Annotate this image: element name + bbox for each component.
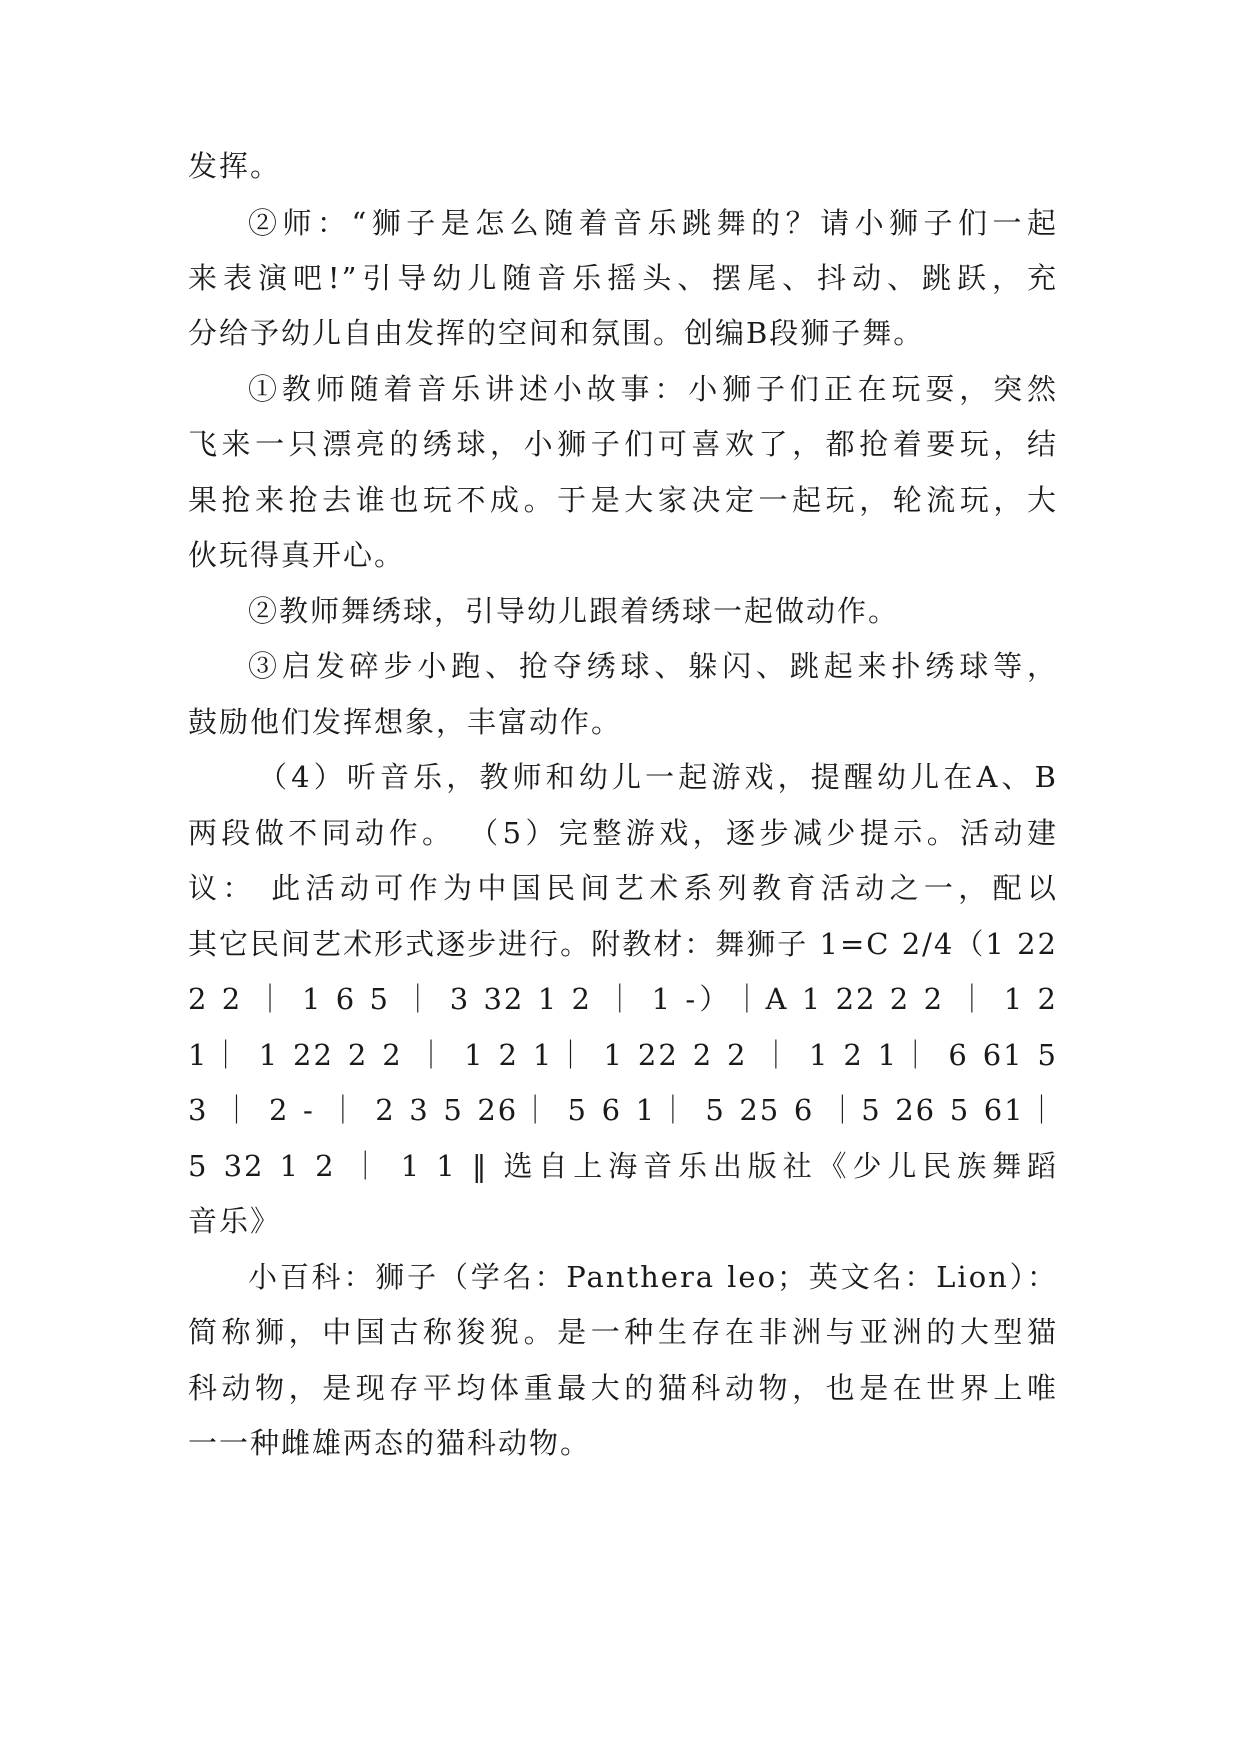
text-line: ①教师随着音乐讲述小故事：小狮子们正在玩耍，突然 bbox=[248, 372, 1058, 406]
text-line: 2 2 ｜ 1 6 5 ｜ 3 32 1 2 ｜ 1 -）｜A 1 22 2 2 ｜ 1 2 bbox=[188, 982, 1058, 1016]
text-line: ②教师舞绣球，引导幼儿跟着绣球一起做动作。 bbox=[248, 594, 900, 628]
text-line: 两段做不同动作。 （5）完整游戏，逐步减少提示。活动建 bbox=[188, 816, 1058, 850]
text-line: 果抢来抢去谁也玩不成。于是大家决定一起玩，轮流玩，大 bbox=[188, 483, 1058, 517]
text-line: 一一种雌雄两态的猫科动物。 bbox=[188, 1426, 592, 1460]
text-line: ③启发碎步小跑、抢夺绣球、躲闪、跳起来扑绣球等， bbox=[248, 649, 1058, 683]
text-line: 小百科：狮子（学名：Panthera leo；英文名：Lion）： bbox=[248, 1260, 1058, 1294]
text-line: 音乐》 bbox=[188, 1204, 282, 1238]
text-line: 其它民间艺术形式逐步进行。附教材：舞狮子 1=C 2/4（1 22 bbox=[188, 927, 1058, 961]
text-line: 简称狮，中国古称狻猊。是一种生存在非洲与亚洲的大型猫 bbox=[188, 1315, 1058, 1349]
text-line: 飞来一只漂亮的绣球，小狮子们可喜欢了，都抢着要玩，结 bbox=[188, 427, 1058, 461]
text-line: 来表演吧!”引导幼儿随音乐摇头、摆尾、抖动、跳跃，充 bbox=[188, 261, 1058, 295]
text-line: 1｜ 1 22 2 2 ｜ 1 2 1｜ 1 22 2 2 ｜ 1 2 1｜ 6 61 5 bbox=[188, 1038, 1058, 1072]
text-line: 科动物，是现存平均体重最大的猫科动物，也是在世界上唯 bbox=[188, 1371, 1058, 1405]
text-line: 发挥。 bbox=[188, 149, 282, 183]
text-line: 伙玩得真开心。 bbox=[188, 538, 406, 572]
text-line: （4）听音乐，教师和幼儿一起游戏，提醒幼儿在A、B bbox=[258, 760, 1058, 794]
text-line: 鼓励他们发挥想象，丰富动作。 bbox=[188, 705, 623, 739]
text-line: 议： 此活动可作为中国民间艺术系列教育活动之一，配以 bbox=[188, 871, 1058, 905]
text-line: 5 32 1 2 ｜ 1 1 ‖ 选自上海音乐出版社《少儿民族舞蹈 bbox=[188, 1149, 1058, 1183]
text-line: ②师：“狮子是怎么随着音乐跳舞的？请小狮子们一起 bbox=[248, 206, 1058, 240]
text-line: 分给予幼儿自由发挥的空间和氛围。创编B段狮子舞。 bbox=[188, 316, 925, 350]
text-line: 3 ｜ 2 - ｜ 2 3 5 26｜ 5 6 1｜ 5 25 6 ｜5 26 5 61｜ bbox=[188, 1093, 1058, 1127]
